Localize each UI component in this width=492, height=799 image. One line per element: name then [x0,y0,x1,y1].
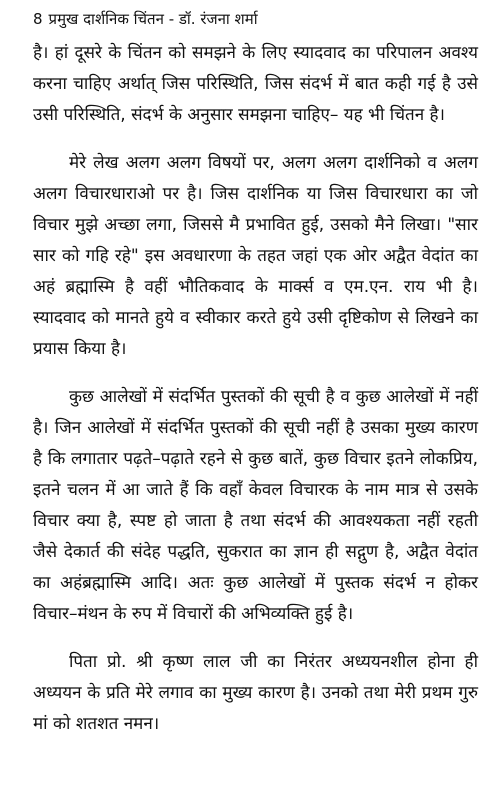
paragraph-references: कुछ आलेखों में संदर्भित पुस्तकों की सूची है व कुछ आलेखों में नहीं है। जिन आलेखों में संदर्भित पुस्तकों की सूची नहीं है उसका मुख्य कारण है कि लगातार पढ़ते–पढ़ाते रहने से कुछ बातें, कुछ विचार इतने लोकप्रिय, इतने चलन में आ जाते हैं कि वहाँ केवल विचारक के नाम मात्र से उसके विचार क्या है, स्पष्ट हो जाता है तथा संदर्भ की आवश्यकता नहीं रहती जैसे देकार्त की संदेह पद्धति, सुकरात का ज्ञान ही सद्गुण है, अद्वैत वेदांत का अहंब्रह्मास्मि आदि। अतः कुछ आलेखों में पुस्तक संदर्भ न होकर विचार–मंथन के रुप में विचारों की अभिव्यक्ति हुई है। [33,387,478,624]
running-title: प्रमुख दार्शनिक चिंतन - डॉ. रंजना शर्मा [48,10,258,28]
paragraph-acknowledgement: पिता प्रो. श्री कृष्ण लाल जी का निरंतर अध्ययनशील होना ही अध्ययन के प्रति मेरे लगाव का मुख्य कारण है। उनको तथा मेरी प्रथम गुरु मां को शतशत नमन। [33,652,478,734]
page-number: 8 [33,10,43,28]
paragraph-articles-topics: मेरे लेख अलग अलग विषयों पर, अलग अलग दार्शनिको व अलग अलग विचारधाराओ पर है। जिस दार्शनिक या जिस विचारधारा का जो विचार मुझे अच्छा लगा, जिससे मै प्रभावित हुई, उसको मैने लिखा। "सार सार को गहि रहे" इस अवधारणा के तहत जहां एक ओर अद्वैत वेदांत का अहं ब्रह्मास्मि है वहीं भौतिकवाद के मार्क्स व एम.एन. राय भी है। स्यादवाद को मानते हुये व स्वीकार करते हुये उसी दृष्टिकोण से लिखने का प्रयास किया है। [33,153,478,359]
running-header [33,8,478,30]
paragraph-continuation: है। हां दूसरे के चिंतन को समझने के लिए स्यादवाद का परिपालन अवश्य करना चाहिए अर्थात् जिस परिस्थिति, जिस संदर्भ में बात कही गई है उसे उसी परिस्थिति, संदर्भ के अनुसार समझना चाहिए– यह भी चिंतन है। [33,43,478,125]
